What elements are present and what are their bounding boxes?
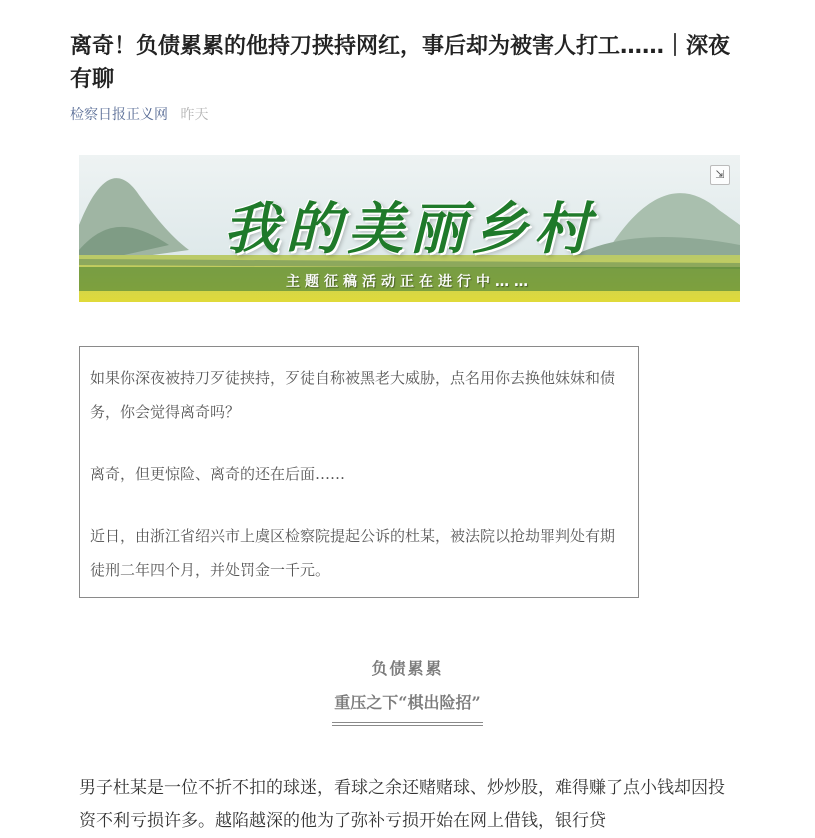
section-heading-line-2: 重压之下“棋出险招” bbox=[332, 690, 482, 726]
intro-paragraph-3: 近日，由浙江省绍兴市上虞区检察院提起公诉的杜某，被法院以抢劫罪判处有期徒刑二年四个月，并处罚金一千元。 bbox=[90, 527, 616, 579]
banner-title: 我的美丽乡村 bbox=[223, 196, 596, 262]
intro-paragraph-1: 如果你深夜被持刀歹徒挟持，歹徒自称被黑老大威胁，点名用你去换他妹妹和债务，你会觉得离奇吗？ bbox=[90, 369, 616, 421]
intro-box bbox=[79, 346, 639, 598]
banner-subtitle: 主题征稿活动正在进行中…… bbox=[286, 274, 533, 290]
section-heading bbox=[0, 656, 815, 726]
expand-icon[interactable]: ⇲ bbox=[710, 165, 730, 185]
article-meta bbox=[70, 104, 208, 124]
publish-time: 昨天 bbox=[180, 107, 209, 123]
source-link[interactable]: 检察日报正义网 bbox=[70, 107, 168, 123]
section-heading-line-1: 负债累累 bbox=[371, 659, 444, 678]
body-paragraph-1: 男子杜某是一位不折不扣的球迷，看球之余还赌赌球、炒炒股，难得赚了点小钱却因投资不利亏损许多。越陷越深的他为了弥补亏损开始在网上借钱，银行贷 bbox=[79, 778, 725, 831]
banner-image bbox=[79, 155, 740, 302]
intro-paragraph-2: 离奇，但更惊险、离奇的还在后面…… bbox=[90, 465, 346, 483]
article-title: 离奇！负债累累的他持刀挟持网红，事后却为被害人打工……｜深夜有聊 bbox=[70, 34, 731, 92]
